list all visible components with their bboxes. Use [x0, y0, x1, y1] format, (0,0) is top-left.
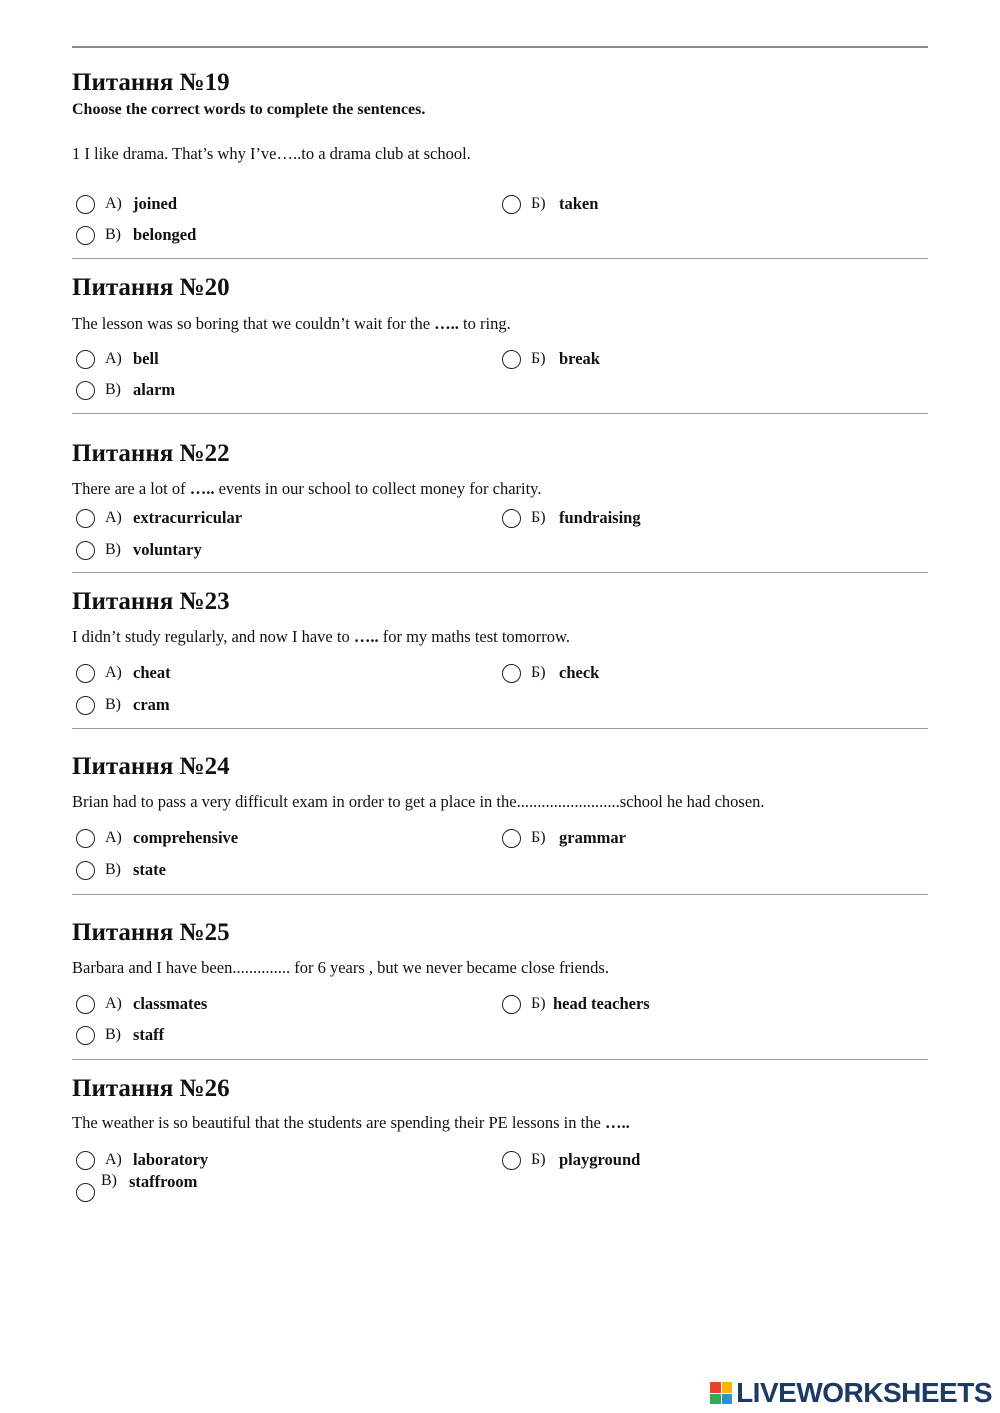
option-c[interactable] — [76, 1023, 164, 1047]
option-text: grammar — [559, 828, 626, 847]
option-text: playground — [559, 1150, 641, 1169]
radio-circle-icon[interactable] — [502, 664, 521, 683]
option-letter: В) — [105, 861, 121, 878]
option-text: belonged — [133, 225, 197, 244]
option-c[interactable] — [76, 858, 166, 882]
question-19 — [72, 62, 928, 259]
radio-circle-icon[interactable] — [76, 195, 95, 214]
radio-circle-icon[interactable] — [76, 861, 95, 880]
radio-circle-icon[interactable] — [76, 1026, 95, 1045]
option-text: fundraising — [559, 508, 641, 527]
option-c[interactable] — [76, 693, 170, 717]
option-text: alarm — [133, 380, 176, 399]
question-24 — [72, 728, 928, 895]
option-text: comprehensive — [133, 828, 239, 847]
question-20 — [72, 258, 928, 414]
option-a[interactable] — [76, 661, 171, 685]
option-a[interactable] — [76, 1148, 208, 1172]
option-text: classmates — [133, 994, 208, 1013]
top-divider — [72, 46, 928, 48]
question-text: The lesson was so boring that we couldn’t wait for the ….. to ring. — [72, 314, 511, 333]
question-25 — [72, 894, 928, 1060]
option-text: state — [133, 860, 166, 879]
option-text: joined — [133, 194, 178, 213]
question-text: 1 I like drama. That’s why I’ve…..to a drama club at school. — [72, 144, 471, 163]
question-26 — [72, 1059, 928, 1219]
radio-circle-icon[interactable] — [76, 664, 95, 683]
radio-circle-icon[interactable] — [502, 509, 521, 528]
option-c[interactable] — [76, 1172, 197, 1206]
option-b[interactable] — [502, 506, 641, 530]
option-letter: А) — [105, 350, 122, 367]
option-text: laboratory — [133, 1150, 209, 1169]
option-letter: В) — [105, 696, 121, 713]
question-title: Питання №19 — [72, 69, 230, 96]
question-title: Питання №22 — [72, 440, 230, 467]
option-letter: А) — [105, 195, 122, 212]
radio-circle-icon[interactable] — [502, 1151, 521, 1170]
option-text: bell — [133, 349, 159, 368]
option-letter: Б) — [531, 195, 546, 212]
option-text: head teachers — [553, 994, 650, 1013]
option-a[interactable] — [76, 506, 242, 530]
option-letter: Б) — [531, 350, 546, 367]
radio-circle-icon[interactable] — [502, 195, 521, 214]
option-a[interactable] — [76, 826, 238, 850]
option-a[interactable] — [76, 192, 177, 216]
radio-circle-icon[interactable] — [76, 541, 95, 560]
option-b[interactable] — [502, 661, 599, 685]
option-c[interactable] — [76, 538, 202, 562]
radio-circle-icon[interactable] — [502, 829, 521, 848]
option-letter: Б) — [531, 995, 546, 1012]
option-letter: В) — [101, 1172, 117, 1189]
liveworksheets-logo[interactable] — [710, 1379, 992, 1407]
question-22 — [72, 413, 928, 573]
radio-circle-icon[interactable] — [76, 1183, 95, 1202]
question-text: Brian had to pass a very difficult exam in order to get a place in the.........................school he had chosen. — [72, 792, 765, 811]
option-text: taken — [559, 194, 599, 213]
question-instruction: Choose the correct words to complete the sentences. — [72, 101, 426, 118]
question-title: Питання №23 — [72, 588, 230, 615]
question-text: There are a lot of ….. events in our school to collect money for charity. — [72, 479, 542, 498]
logo-mark-icon — [710, 1382, 732, 1404]
option-b[interactable] — [502, 1148, 640, 1172]
option-text: cram — [133, 695, 170, 714]
option-a[interactable] — [76, 992, 207, 1016]
option-letter: В) — [105, 226, 121, 243]
question-title: Питання №26 — [72, 1075, 230, 1102]
option-b[interactable] — [502, 826, 626, 850]
option-text: extracurricular — [133, 508, 243, 527]
option-letter: Б) — [531, 829, 546, 846]
option-letter: А) — [105, 1151, 122, 1168]
question-title: Питання №25 — [72, 919, 230, 946]
option-letter: Б) — [531, 664, 546, 681]
radio-circle-icon[interactable] — [76, 350, 95, 369]
option-letter: А) — [105, 664, 122, 681]
option-b[interactable] — [502, 992, 650, 1016]
option-letter: В) — [105, 541, 121, 558]
radio-circle-icon[interactable] — [502, 995, 521, 1014]
radio-circle-icon[interactable] — [502, 350, 521, 369]
option-text: staff — [133, 1025, 165, 1044]
option-letter: Б) — [531, 509, 546, 526]
question-text: The weather is so beautiful that the students are spending their PE lessons in the ….. — [72, 1113, 630, 1132]
option-c[interactable] — [76, 378, 175, 402]
option-a[interactable] — [76, 347, 159, 371]
option-letter: А) — [105, 509, 122, 526]
option-letter: В) — [105, 381, 121, 398]
radio-circle-icon[interactable] — [76, 995, 95, 1014]
question-title: Питання №24 — [72, 753, 230, 780]
question-text: Barbara and I have been.............. for 6 years , but we never became close friends. — [72, 958, 609, 977]
option-b[interactable] — [502, 347, 600, 371]
question-23 — [72, 572, 928, 729]
radio-circle-icon[interactable] — [76, 696, 95, 715]
option-text: cheat — [133, 663, 171, 682]
option-text: staffroom — [129, 1172, 198, 1191]
question-title: Питання №20 — [72, 274, 230, 301]
option-text: check — [559, 663, 600, 682]
radio-circle-icon[interactable] — [76, 829, 95, 848]
option-letter: А) — [105, 829, 122, 846]
radio-circle-icon[interactable] — [76, 1151, 95, 1170]
radio-circle-icon[interactable] — [76, 381, 95, 400]
question-text: I didn’t study regularly, and now I have to ….. for my maths test tomorrow. — [72, 627, 570, 646]
option-c[interactable] — [76, 223, 196, 247]
radio-circle-icon[interactable] — [76, 226, 95, 245]
option-b[interactable] — [502, 192, 598, 216]
option-letter: В) — [105, 1026, 121, 1043]
option-letter: Б) — [531, 1151, 546, 1168]
option-text: break — [559, 349, 600, 368]
logo-text: LIVEWORKSHEETS — [736, 1377, 992, 1408]
radio-circle-icon[interactable] — [76, 509, 95, 528]
option-text: voluntary — [133, 540, 202, 559]
option-letter: А) — [105, 995, 122, 1012]
